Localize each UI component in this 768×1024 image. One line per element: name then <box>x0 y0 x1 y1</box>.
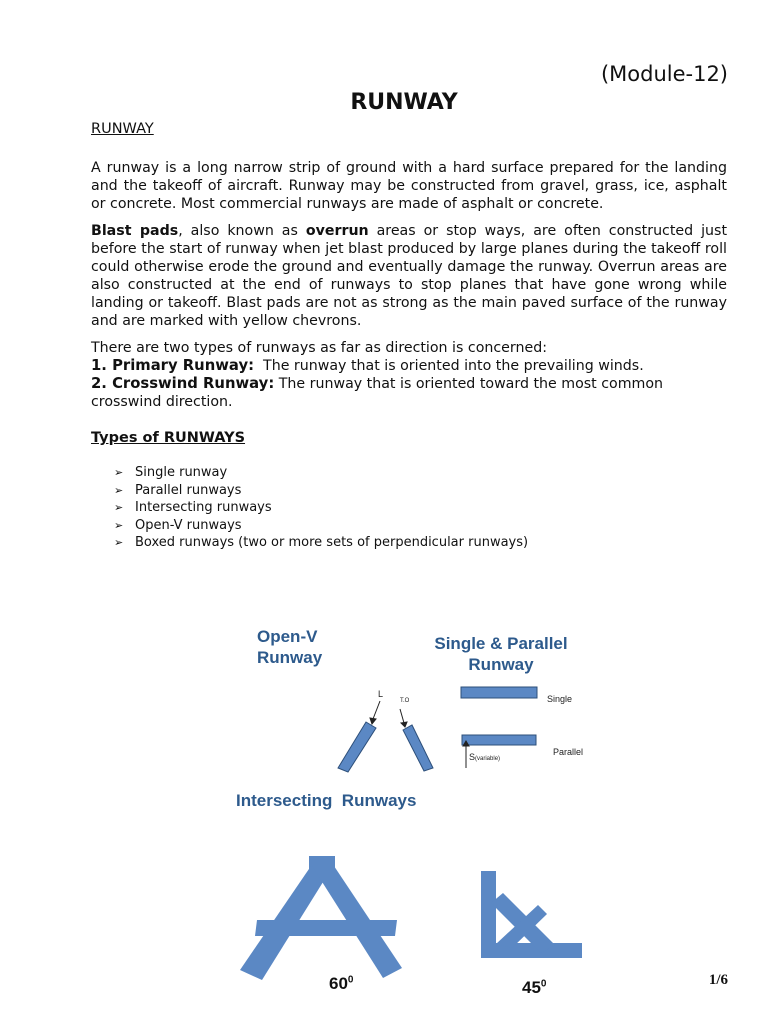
label-spacing <box>469 752 500 762</box>
label-single: Single <box>547 694 573 704</box>
label-landing: L <box>378 689 384 699</box>
page-number: 1/6 <box>708 972 728 988</box>
single-parallel-label-line2: Runway <box>468 655 534 674</box>
paragraph-definition: A runway is a long narrow strip of ground with a hard surface prepared for the landing and the takeoff of aircraft. Runway may be constructed from gravel, grass, ice, asphalt or concrete. Most commercial runways are made of asphalt or concrete. <box>91 160 727 212</box>
crosswind-runway-label: 2. Crosswind Runway: <box>91 375 275 392</box>
open-v-label-line2: Runway <box>257 648 323 667</box>
angle-45-value: 45 <box>522 978 541 997</box>
angle-60-label <box>329 974 353 994</box>
bullet-arrow-icon: ➢ <box>114 466 124 479</box>
degree-mark: 0 <box>347 974 354 986</box>
list-item-text: Single runway <box>135 465 228 480</box>
section-heading-runway: RUNWAY <box>91 121 154 137</box>
intersecting-45-runway-shape <box>481 871 582 958</box>
bullet-arrow-icon: ➢ <box>114 483 124 497</box>
intersecting-60-runway-shape <box>240 856 402 980</box>
label-takeoff: T.O <box>400 698 410 704</box>
label-parallel: Parallel <box>553 747 584 757</box>
primary-runway-label: 1. Primary Runway: <box>91 357 255 374</box>
open-v-runway-shape <box>338 722 433 772</box>
bullet-arrow-icon: ➢ <box>114 501 124 515</box>
list-item-text: Parallel runways <box>135 482 242 498</box>
text-fragment: , also known as <box>178 223 306 239</box>
section-heading-types: Types of RUNWAYS <box>91 430 246 446</box>
directions-intro: There are two types of runways as far as direction is concerned: <box>91 340 547 356</box>
angle-60-value: 60 <box>329 974 348 993</box>
crosswind-runway-text: The runway that is oriented toward the most common crosswind direction. <box>91 376 664 410</box>
text-fragment: areas or stop ways, are often constructed just before the start of runway when jet blast produced by large planes during the takeoff roll could otherwise erode the ground and eventually damage the runway. Overrun areas are also constructed at the end of runways to stop planes that have gone wrong while landing or takeoff. Blast pads are not as strong as the main paved surface of the runway and are marked with yellow chevrons. <box>91 223 728 329</box>
open-v-label-line1: Open-V <box>257 627 318 646</box>
primary-runway-text: The runway that is oriented into the prevailing winds. <box>254 358 644 374</box>
term-blast-pads: Blast pads <box>91 223 179 239</box>
single-parallel-label-line1: Single & Parallel <box>434 634 568 653</box>
list-item-text: Boxed runways (two or more sets of perpendicular runways) <box>135 535 529 551</box>
module-label: (Module-12) <box>600 62 728 86</box>
bullet-arrow-icon: ➢ <box>114 536 124 550</box>
term-overrun: overrun <box>305 223 369 239</box>
list-item-text: Intersecting runways <box>135 500 272 516</box>
single-parallel-runway-shape <box>461 687 537 745</box>
label-spacing-s: S <box>469 752 476 762</box>
angle-45-label <box>522 978 546 998</box>
open-v-arrows <box>370 701 407 727</box>
page-title: RUNWAY <box>350 90 458 115</box>
list-item-text: Open-V runways <box>135 517 242 533</box>
bullet-arrow-icon: ➢ <box>114 518 124 532</box>
degree-mark: 0 <box>540 978 547 990</box>
label-spacing-sub: (variable) <box>475 756 501 762</box>
intersecting-label: Intersecting Runways <box>236 791 417 810</box>
